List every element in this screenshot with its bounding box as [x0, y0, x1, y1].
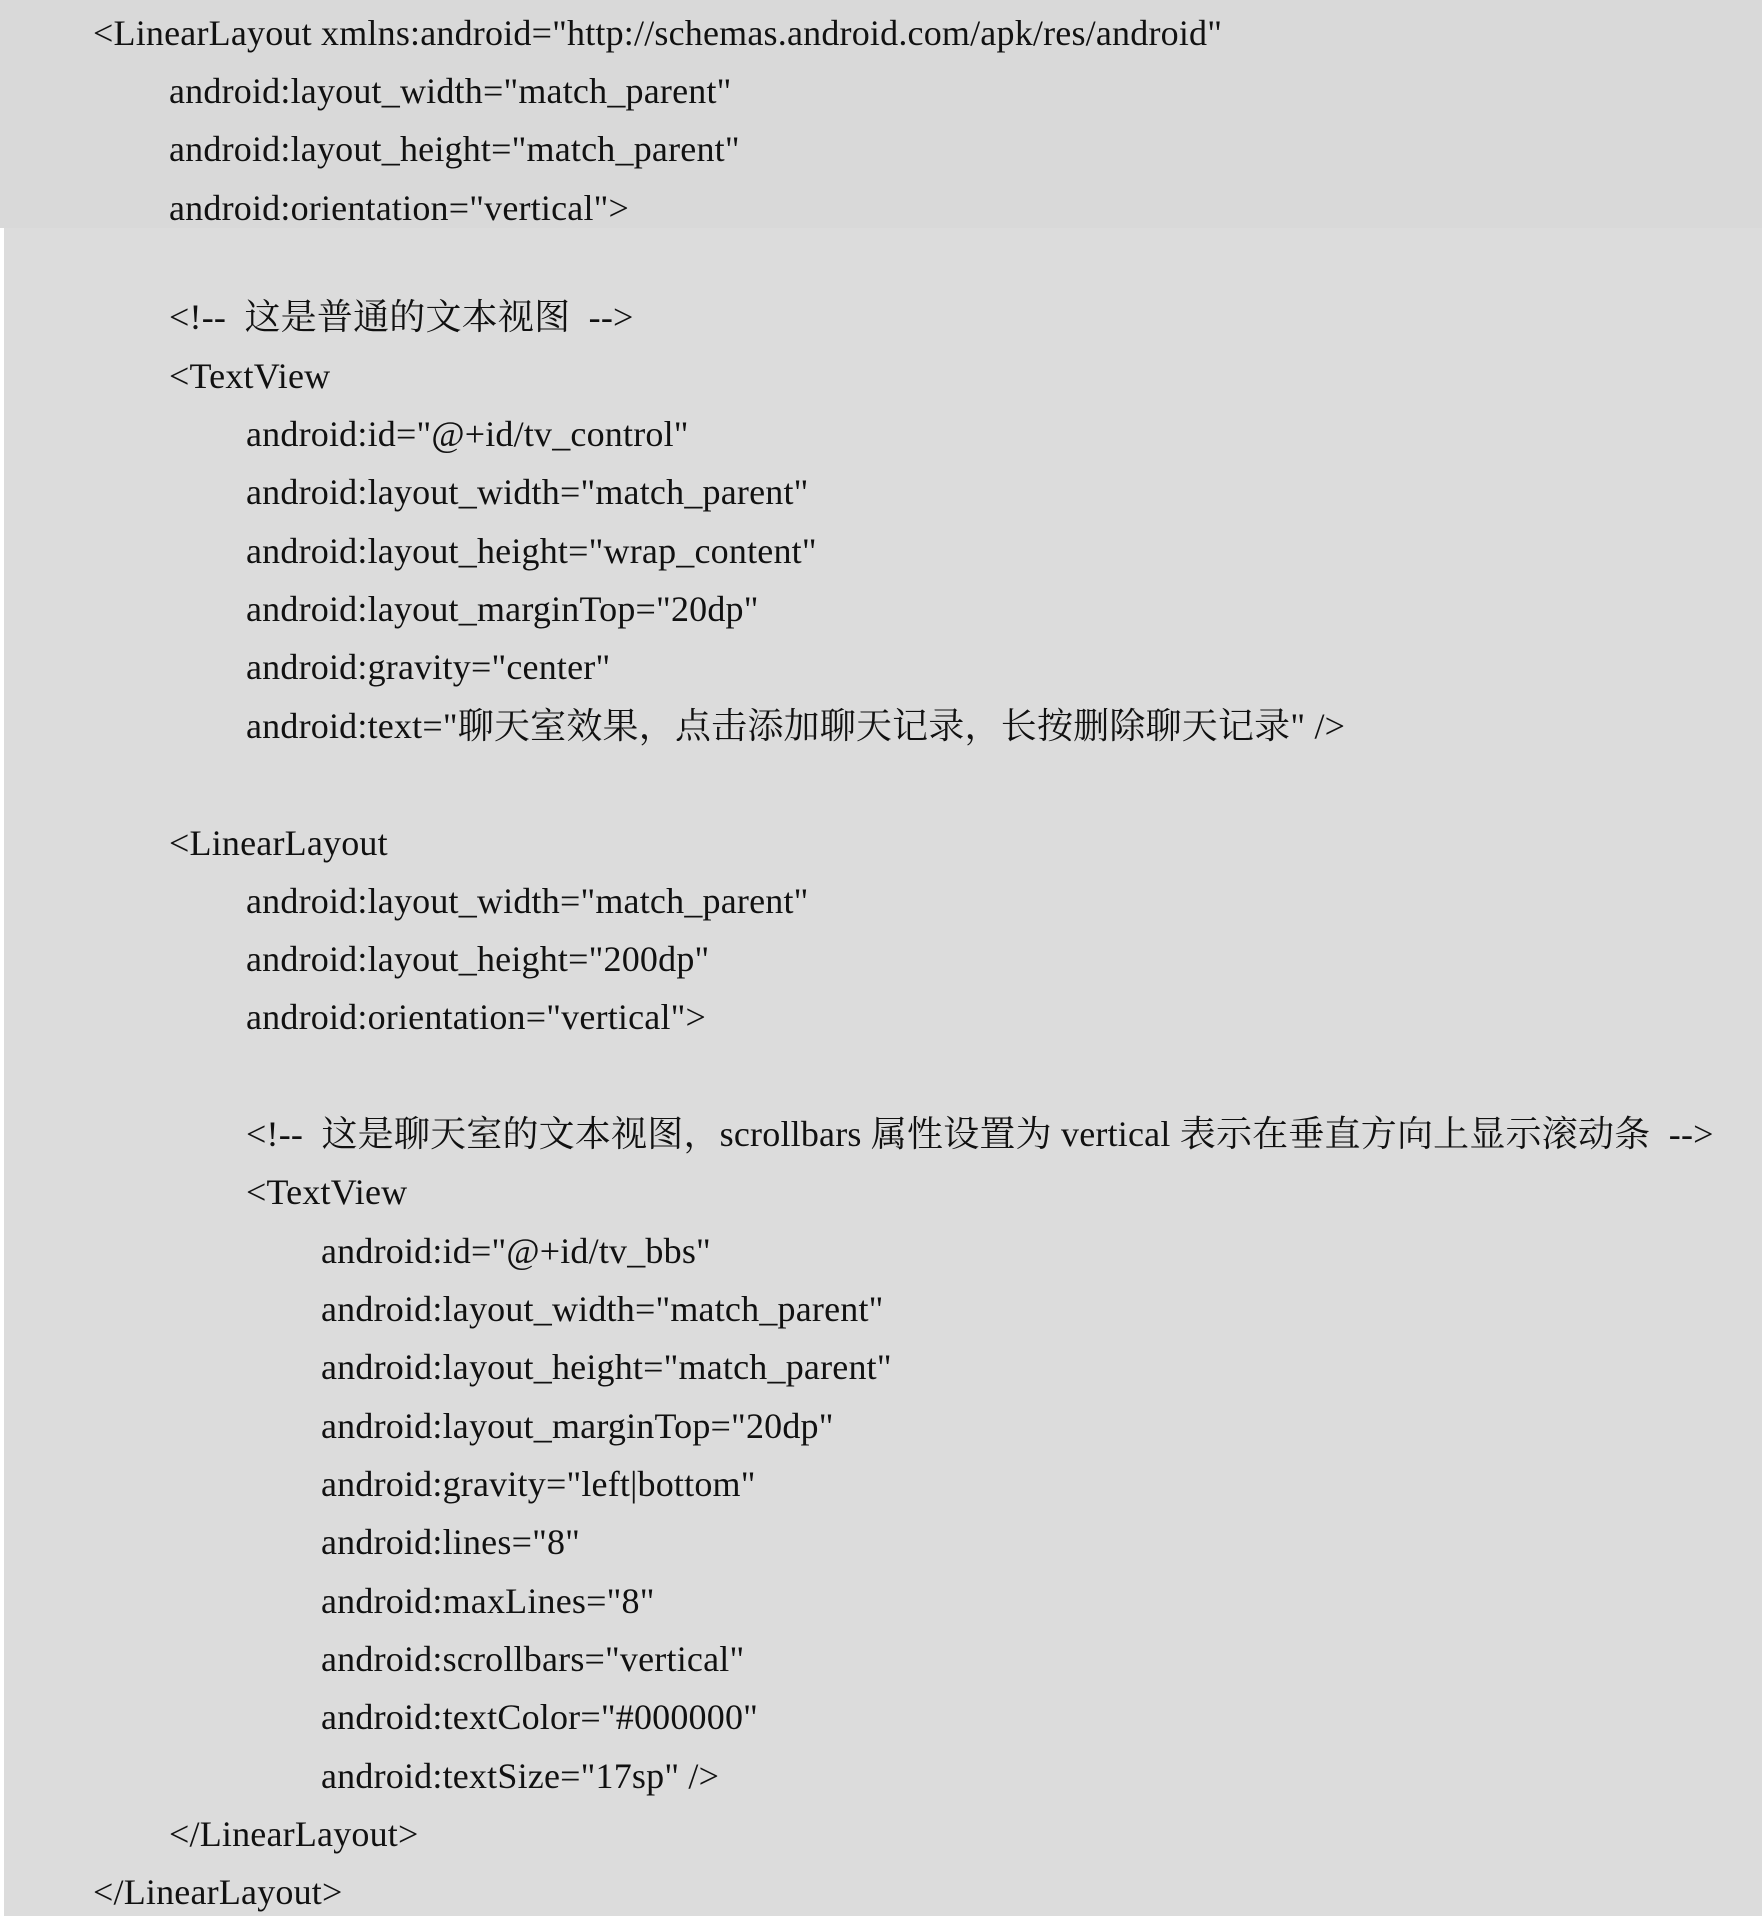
code-comment: <!-- 这是普通的文本视图 -->: [169, 297, 634, 337]
code-line: android:textSize="17sp" />: [321, 1756, 720, 1796]
code-line: android:textColor="#000000": [321, 1697, 759, 1737]
code-line: android:layout_marginTop="20dp": [246, 589, 759, 629]
code-line: android:gravity="left|bottom": [321, 1464, 756, 1504]
code-line: android:layout_height="wrap_content": [246, 531, 817, 571]
code-line: android:id="@+id/tv_control": [246, 414, 689, 454]
code-line: android:layout_width="match_parent": [246, 472, 809, 512]
code-line: android:text="聊天室效果，点击添加聊天记录，长按删除聊天记录" />: [246, 706, 1346, 746]
code-line: android:orientation="vertical">: [169, 188, 630, 228]
code-line: <TextView: [246, 1172, 408, 1212]
panel-left-gap: [0, 228, 4, 1916]
code-comment: <!-- 这是聊天室的文本视图，scrollbars 属性设置为 vertical 表示在垂直方向上显示滚动条 -->: [246, 1114, 1714, 1154]
code-line: <TextView: [169, 356, 331, 396]
code-line: android:layout_width="match_parent": [321, 1289, 884, 1329]
code-line: android:id="@+id/tv_bbs": [321, 1231, 711, 1271]
code-line: android:scrollbars="vertical": [321, 1639, 745, 1679]
code-line: </LinearLayout>: [93, 1872, 343, 1912]
code-line: <LinearLayout: [169, 823, 388, 863]
code-line: android:maxLines="8": [321, 1581, 655, 1621]
code-line: android:layout_height="match_parent": [169, 129, 740, 169]
code-line: android:layout_marginTop="20dp": [321, 1406, 834, 1446]
code-line: android:layout_height="match_parent": [321, 1347, 892, 1387]
code-line: android:gravity="center": [246, 647, 611, 687]
code-line: android:orientation="vertical">: [246, 997, 707, 1037]
code-line: android:layout_width="match_parent": [169, 71, 732, 111]
code-line: android:lines="8": [321, 1522, 581, 1562]
code-line: android:layout_height="200dp": [246, 939, 710, 979]
code-line: </LinearLayout>: [169, 1814, 419, 1854]
code-line: android:layout_width="match_parent": [246, 881, 809, 921]
code-line: <LinearLayout xmlns:android="http://schemas.android.com/apk/res/android": [93, 13, 1223, 53]
